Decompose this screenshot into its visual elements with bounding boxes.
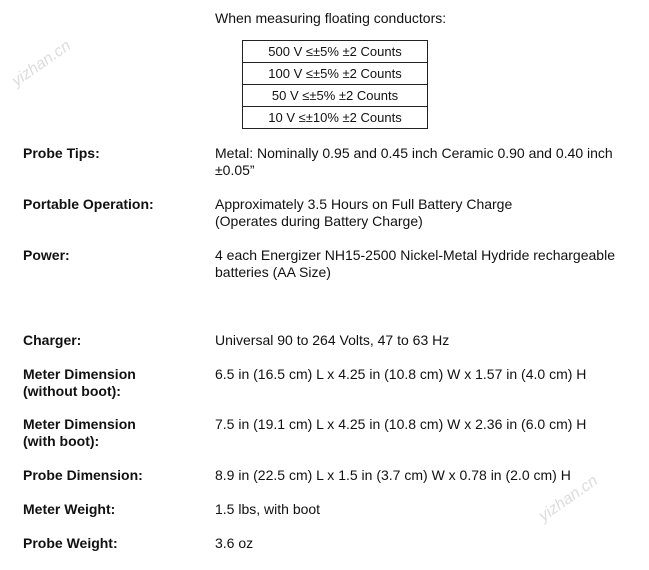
spec-label: Power: xyxy=(23,247,70,263)
spec-label: Probe Weight: xyxy=(23,535,118,551)
counts-cell: 10 V ≤±10% ±2 Counts xyxy=(243,107,428,129)
spec-label: Meter Dimension (with boot): xyxy=(23,416,136,449)
spec-value: 7.5 in (19.1 cm) L x 4.25 in (10.8 cm) W x 2.36 in (6.0 cm) H xyxy=(215,416,587,432)
spec-value: Universal 90 to 264 Volts, 47 to 63 Hz xyxy=(215,332,450,348)
counts-cell: 500 V ≤±5% ±2 Counts xyxy=(243,41,428,63)
spec-label: Charger: xyxy=(23,332,82,348)
spec-label: Probe Dimension: xyxy=(23,467,143,483)
spec-label: Meter Weight: xyxy=(23,501,116,517)
spec-label: Probe Tips: xyxy=(23,145,100,161)
spec-value: 1.5 lbs, with boot xyxy=(215,501,321,517)
table-row xyxy=(243,85,428,107)
watermark: yizhan.cn xyxy=(535,472,602,525)
spec-value: 3.6 oz xyxy=(215,535,254,551)
spec-value: 8.9 in (22.5 cm) L x 1.5 in (3.7 cm) W x 0.78 in (2.0 cm) H xyxy=(215,467,571,483)
spec-value: 4 each Energizer NH15-2500 Nickel-Metal Hydride rechargeable batteries (AA Size) xyxy=(215,247,615,280)
spec-value: Metal: Nominally 0.95 and 0.45 inch Ceramic 0.90 and 0.40 inch ±0.05” xyxy=(215,145,613,178)
spec-value: 6.5 in (16.5 cm) L x 4.25 in (10.8 cm) W x 1.57 in (4.0 cm) H xyxy=(215,366,587,382)
table-row xyxy=(243,107,428,129)
counts-cell: 100 V ≤±5% ±2 Counts xyxy=(243,63,428,85)
table-row xyxy=(243,63,428,85)
counts-table xyxy=(242,40,428,129)
counts-cell: 50 V ≤±5% ±2 Counts xyxy=(243,85,428,107)
watermark: yizhan.cn xyxy=(8,37,75,90)
spec-label: Meter Dimension (without boot): xyxy=(23,366,136,399)
spec-label: Portable Operation: xyxy=(23,196,154,212)
table-row xyxy=(243,41,428,63)
intro-text: When measuring floating conductors: xyxy=(215,10,447,26)
spec-value: Approximately 3.5 Hours on Full Battery Charge (Operates during Battery Charge) xyxy=(215,196,513,229)
